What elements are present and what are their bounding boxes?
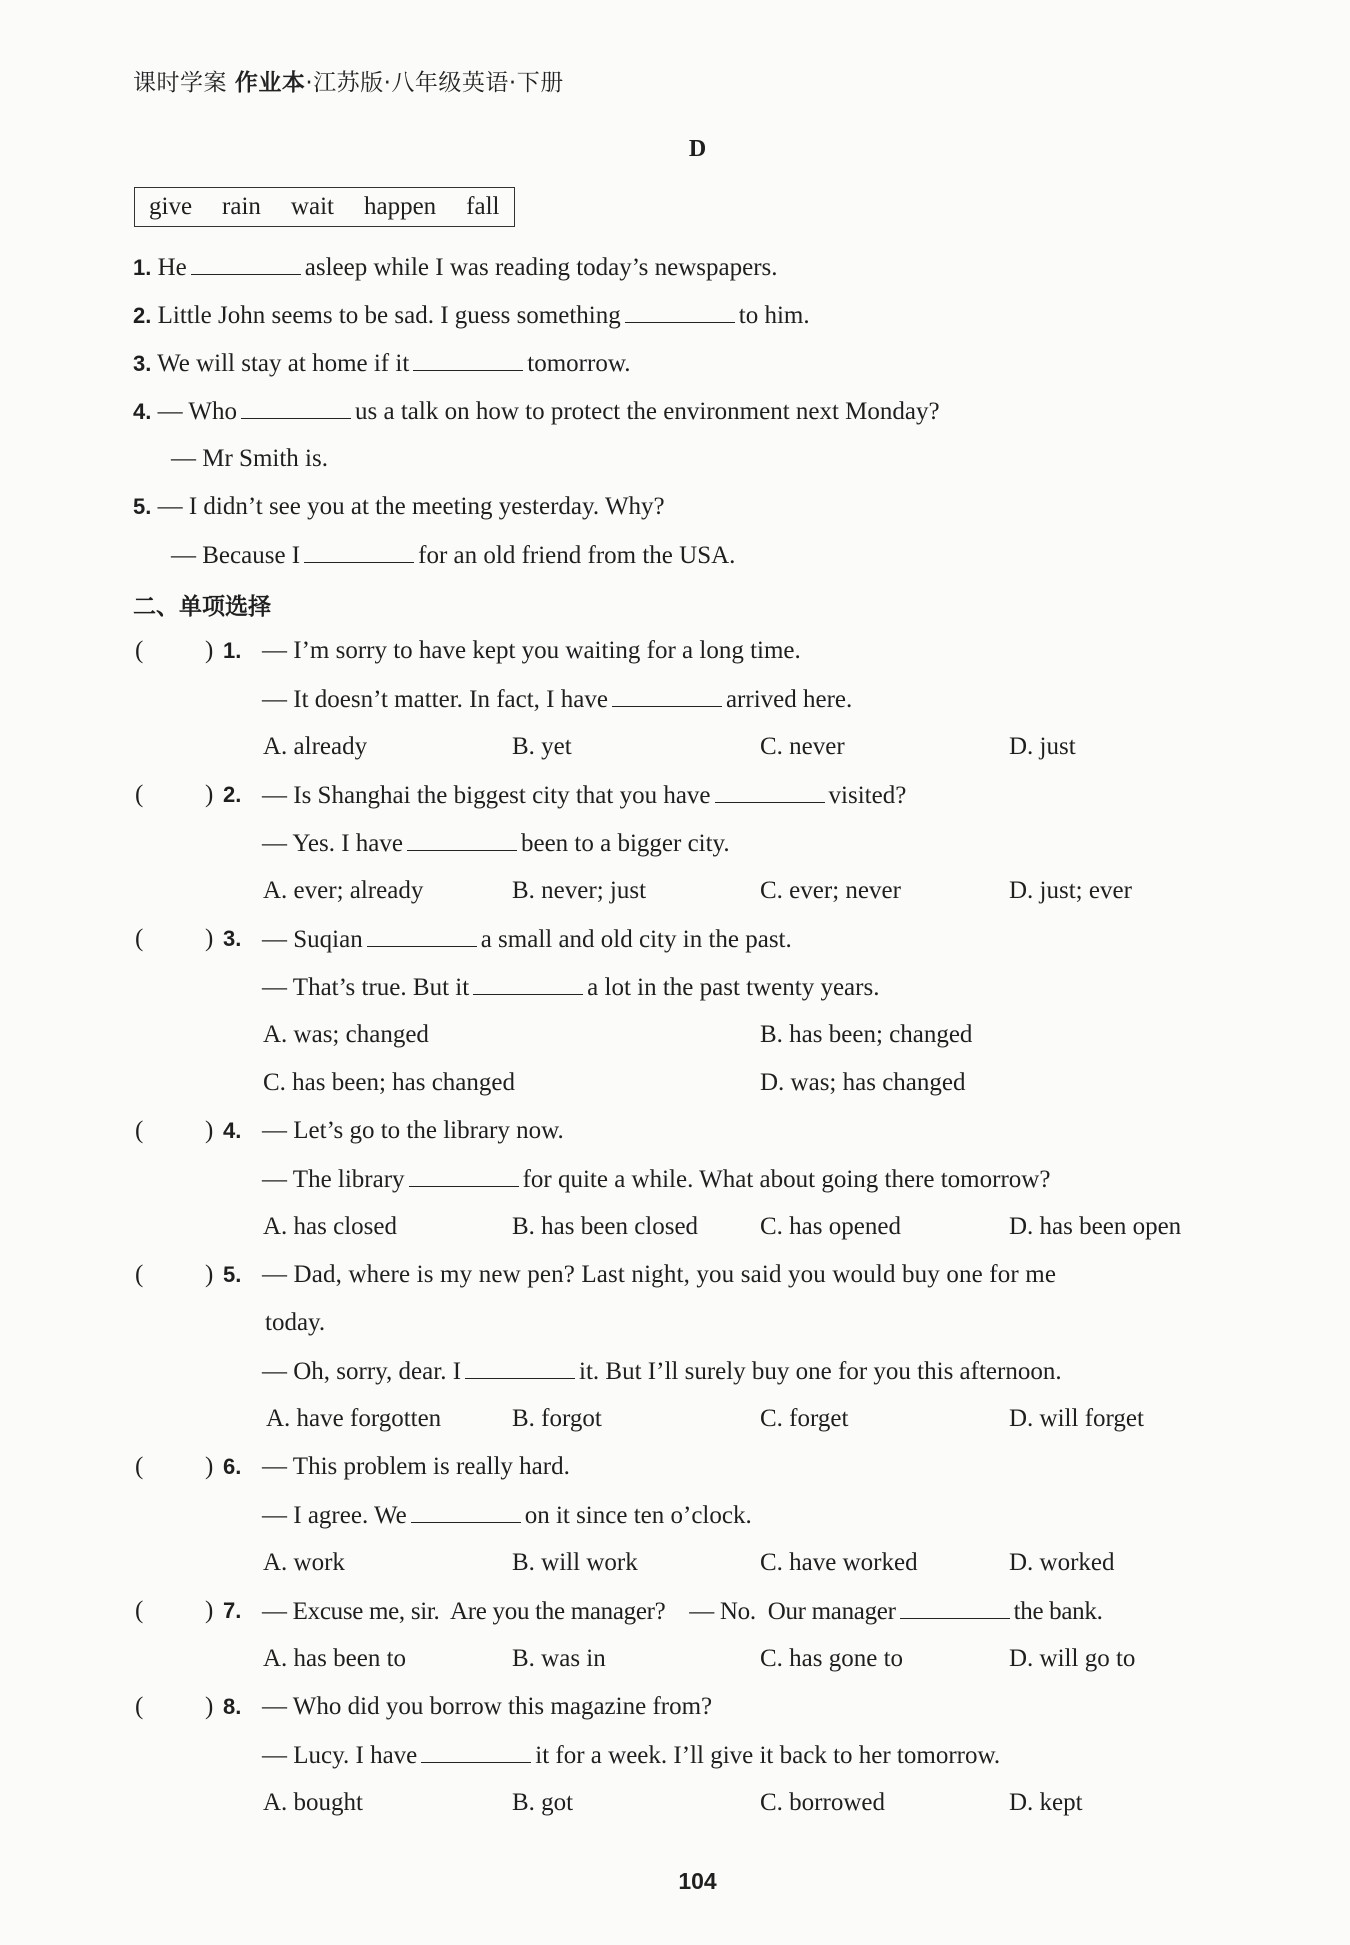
question-text: a small and old city in the past. bbox=[480, 926, 792, 953]
question-text: — Oh, sorry, dear. I bbox=[262, 1358, 462, 1385]
word-bank-item: give bbox=[149, 193, 193, 220]
question-text: — I didn’t see you at the meeting yesterday. Why? bbox=[157, 493, 665, 520]
option-b[interactable]: B. yet bbox=[512, 733, 572, 760]
option-c[interactable]: C. forget bbox=[760, 1405, 849, 1432]
option-a[interactable]: A. have forgotten bbox=[266, 1405, 442, 1432]
question-text: — Who bbox=[157, 398, 238, 425]
fill-question-1 bbox=[133, 252, 778, 283]
question-number: 4. bbox=[223, 1118, 242, 1143]
answer-paren-open[interactable]: ( bbox=[135, 1597, 144, 1624]
option-b[interactable]: B. has been closed bbox=[512, 1213, 699, 1240]
question-text: — I agree. We bbox=[262, 1502, 407, 1529]
option-b[interactable]: B. got bbox=[512, 1789, 574, 1816]
option-d[interactable]: D. just; ever bbox=[1009, 877, 1132, 904]
question-text: been to a bigger city. bbox=[520, 830, 730, 857]
answer-blank[interactable] bbox=[900, 1596, 1010, 1619]
question-text: — Is Shanghai the biggest city that you have bbox=[262, 782, 711, 809]
question-text: We will stay at home if it bbox=[157, 350, 410, 377]
question-text: — The library bbox=[262, 1166, 405, 1193]
question-text: for quite a while. What about going there tomorrow? bbox=[522, 1166, 1051, 1193]
answer-blank[interactable] bbox=[241, 396, 351, 419]
question-text bbox=[262, 924, 792, 955]
question-text: Little John seems to be sad. I guess something bbox=[157, 302, 621, 329]
option-c[interactable]: C. has gone to bbox=[760, 1645, 904, 1672]
option-a[interactable]: A. already bbox=[263, 733, 368, 760]
question-text bbox=[262, 684, 852, 715]
option-c[interactable]: C. ever; never bbox=[760, 877, 901, 904]
page-header bbox=[133, 64, 564, 97]
answer-blank[interactable] bbox=[473, 972, 583, 995]
word-bank-item: wait bbox=[290, 193, 334, 220]
question-number: 3. bbox=[223, 926, 242, 951]
question-text: — Let’s go to the library now. bbox=[262, 1117, 564, 1144]
question-number: 2. bbox=[133, 303, 152, 328]
answer-paren-close: ) bbox=[205, 637, 214, 664]
answer-paren-close: ) bbox=[205, 1597, 214, 1624]
question-text: — I’m sorry to have kept you waiting for a long time. bbox=[262, 637, 801, 664]
option-a[interactable]: A. work bbox=[263, 1549, 345, 1576]
question-number: 1. bbox=[223, 638, 242, 663]
question-text: asleep while I was reading today’s newspapers. bbox=[304, 254, 778, 281]
word-bank bbox=[134, 187, 515, 227]
question-text: for an old friend from the USA. bbox=[418, 542, 736, 569]
answer-paren-close: ) bbox=[205, 1693, 214, 1720]
question-text: He bbox=[157, 254, 187, 281]
question-number: 2. bbox=[223, 782, 242, 807]
option-a[interactable]: A. has been to bbox=[263, 1645, 407, 1672]
option-c[interactable]: C. never bbox=[760, 733, 845, 760]
word-bank-item: happen bbox=[363, 193, 437, 220]
header-rest: ·江苏版·八年级英语·下册 bbox=[305, 70, 564, 96]
question-text bbox=[262, 1740, 1000, 1771]
question-text: a lot in the past twenty years. bbox=[587, 974, 880, 1001]
answer-paren-open[interactable]: ( bbox=[135, 1261, 144, 1288]
question-text: — This problem is really hard. bbox=[262, 1453, 570, 1480]
option-d[interactable]: D. just bbox=[1009, 733, 1076, 760]
fill-question-3 bbox=[133, 348, 631, 379]
question-text: — Who did you borrow this magazine from? bbox=[262, 1693, 713, 1720]
question-text: arrived here. bbox=[725, 686, 853, 713]
option-a[interactable]: A. has closed bbox=[263, 1213, 397, 1240]
answer-blank[interactable] bbox=[465, 1356, 575, 1379]
header-series: 课时学案 bbox=[133, 70, 227, 96]
option-b[interactable]: B. never; just bbox=[512, 877, 647, 904]
fill-question-4 bbox=[133, 396, 940, 427]
fill-question-2 bbox=[133, 300, 810, 331]
question-number: 6. bbox=[223, 1454, 242, 1479]
answer-blank[interactable] bbox=[407, 828, 517, 851]
option-a[interactable]: A. was; changed bbox=[263, 1021, 429, 1048]
question-text bbox=[262, 1164, 1050, 1195]
page-number: 104 bbox=[678, 1868, 717, 1894]
question-text: the bank. bbox=[1013, 1598, 1103, 1625]
option-d[interactable]: D. was; has changed bbox=[760, 1069, 966, 1096]
section-letter: D bbox=[688, 136, 707, 162]
option-a[interactable]: A. bought bbox=[263, 1789, 363, 1816]
question-number: 5. bbox=[133, 494, 152, 519]
question-text: on it since ten o’clock. bbox=[524, 1502, 752, 1529]
answer-blank[interactable] bbox=[191, 252, 301, 275]
question-text: — Because I bbox=[171, 542, 301, 569]
option-b[interactable]: B. was in bbox=[512, 1645, 606, 1672]
answer-paren-close: ) bbox=[205, 1453, 214, 1480]
option-b[interactable]: B. will work bbox=[512, 1549, 638, 1576]
question-text: — Lucy. I have bbox=[262, 1742, 418, 1769]
fill-question-5-reply bbox=[171, 540, 735, 571]
answer-blank[interactable] bbox=[413, 348, 523, 371]
question-text bbox=[262, 828, 730, 859]
option-c[interactable]: C. have worked bbox=[760, 1549, 918, 1576]
answer-paren-open[interactable]: ( bbox=[135, 1693, 144, 1720]
question-text: — Excuse me, sir. Are you the manager? — No. Our manager bbox=[262, 1598, 896, 1625]
answer-paren-open[interactable]: ( bbox=[135, 1453, 144, 1480]
answer-blank[interactable] bbox=[367, 924, 477, 947]
question-text bbox=[262, 1596, 1103, 1627]
fill-question-4-reply: — Mr Smith is. bbox=[171, 445, 328, 472]
question-text: us a talk on how to protect the environment next Monday? bbox=[355, 398, 940, 425]
option-d[interactable]: D. worked bbox=[1009, 1549, 1115, 1576]
word-bank-item: rain bbox=[222, 193, 261, 220]
question-number: 8. bbox=[223, 1694, 242, 1719]
question-number: 7. bbox=[223, 1598, 242, 1623]
question-text bbox=[262, 972, 879, 1003]
answer-blank[interactable] bbox=[411, 1500, 521, 1523]
fill-question-5 bbox=[133, 492, 665, 522]
question-text: it. But I’ll surely buy one for you this afternoon. bbox=[579, 1358, 1062, 1385]
answer-blank[interactable] bbox=[304, 540, 414, 563]
question-text bbox=[262, 780, 906, 811]
question-text: it for a week. I’ll give it back to her tomorrow. bbox=[535, 1742, 1001, 1769]
answer-blank[interactable] bbox=[625, 300, 735, 323]
option-c[interactable]: C. has been; has changed bbox=[263, 1069, 516, 1096]
question-text: to him. bbox=[738, 302, 810, 329]
option-b[interactable]: B. forgot bbox=[512, 1405, 602, 1432]
question-number: 4. bbox=[133, 399, 152, 424]
header-book: 作业本 bbox=[234, 70, 306, 96]
answer-blank[interactable] bbox=[421, 1740, 531, 1763]
question-text bbox=[262, 1356, 1062, 1387]
question-number: 1. bbox=[133, 255, 152, 280]
word-bank-item: fall bbox=[466, 193, 500, 220]
option-d[interactable]: D. will go to bbox=[1009, 1645, 1136, 1672]
question-text bbox=[262, 1500, 752, 1531]
answer-paren-close: ) bbox=[205, 781, 214, 808]
option-d[interactable]: D. kept bbox=[1009, 1789, 1083, 1816]
section-title: 二、单项选择 bbox=[133, 594, 271, 620]
question-number: 3. bbox=[133, 351, 152, 376]
answer-paren-open[interactable]: ( bbox=[135, 637, 144, 664]
option-a[interactable]: A. ever; already bbox=[263, 877, 424, 904]
question-text: — Yes. I have bbox=[262, 830, 403, 857]
option-c[interactable]: C. has opened bbox=[760, 1213, 901, 1240]
answer-paren-close: ) bbox=[205, 925, 214, 952]
option-d[interactable]: D. has been open bbox=[1009, 1213, 1182, 1240]
question-text: tomorrow. bbox=[527, 350, 631, 377]
answer-paren-open[interactable]: ( bbox=[135, 925, 144, 952]
option-c[interactable]: C. borrowed bbox=[760, 1789, 885, 1816]
answer-paren-close: ) bbox=[205, 1117, 214, 1144]
option-d[interactable]: D. will forget bbox=[1009, 1405, 1144, 1432]
question-text: — Suqian bbox=[262, 926, 363, 953]
option-b[interactable]: B. has been; changed bbox=[760, 1021, 973, 1048]
question-number: 5. bbox=[223, 1262, 242, 1287]
question-text: — It doesn’t matter. In fact, I have bbox=[262, 686, 608, 713]
answer-blank[interactable] bbox=[612, 684, 722, 707]
answer-blank[interactable] bbox=[715, 780, 825, 803]
question-text: — Dad, where is my new pen? Last night, you said you would buy one for me bbox=[262, 1261, 1057, 1288]
answer-paren-open[interactable]: ( bbox=[135, 781, 144, 808]
question-text: — That’s true. But it bbox=[262, 974, 470, 1001]
answer-blank[interactable] bbox=[409, 1164, 519, 1187]
question-text: visited? bbox=[828, 782, 907, 809]
answer-paren-close: ) bbox=[205, 1261, 214, 1288]
question-text: today. bbox=[265, 1309, 326, 1336]
answer-paren-open[interactable]: ( bbox=[135, 1117, 144, 1144]
